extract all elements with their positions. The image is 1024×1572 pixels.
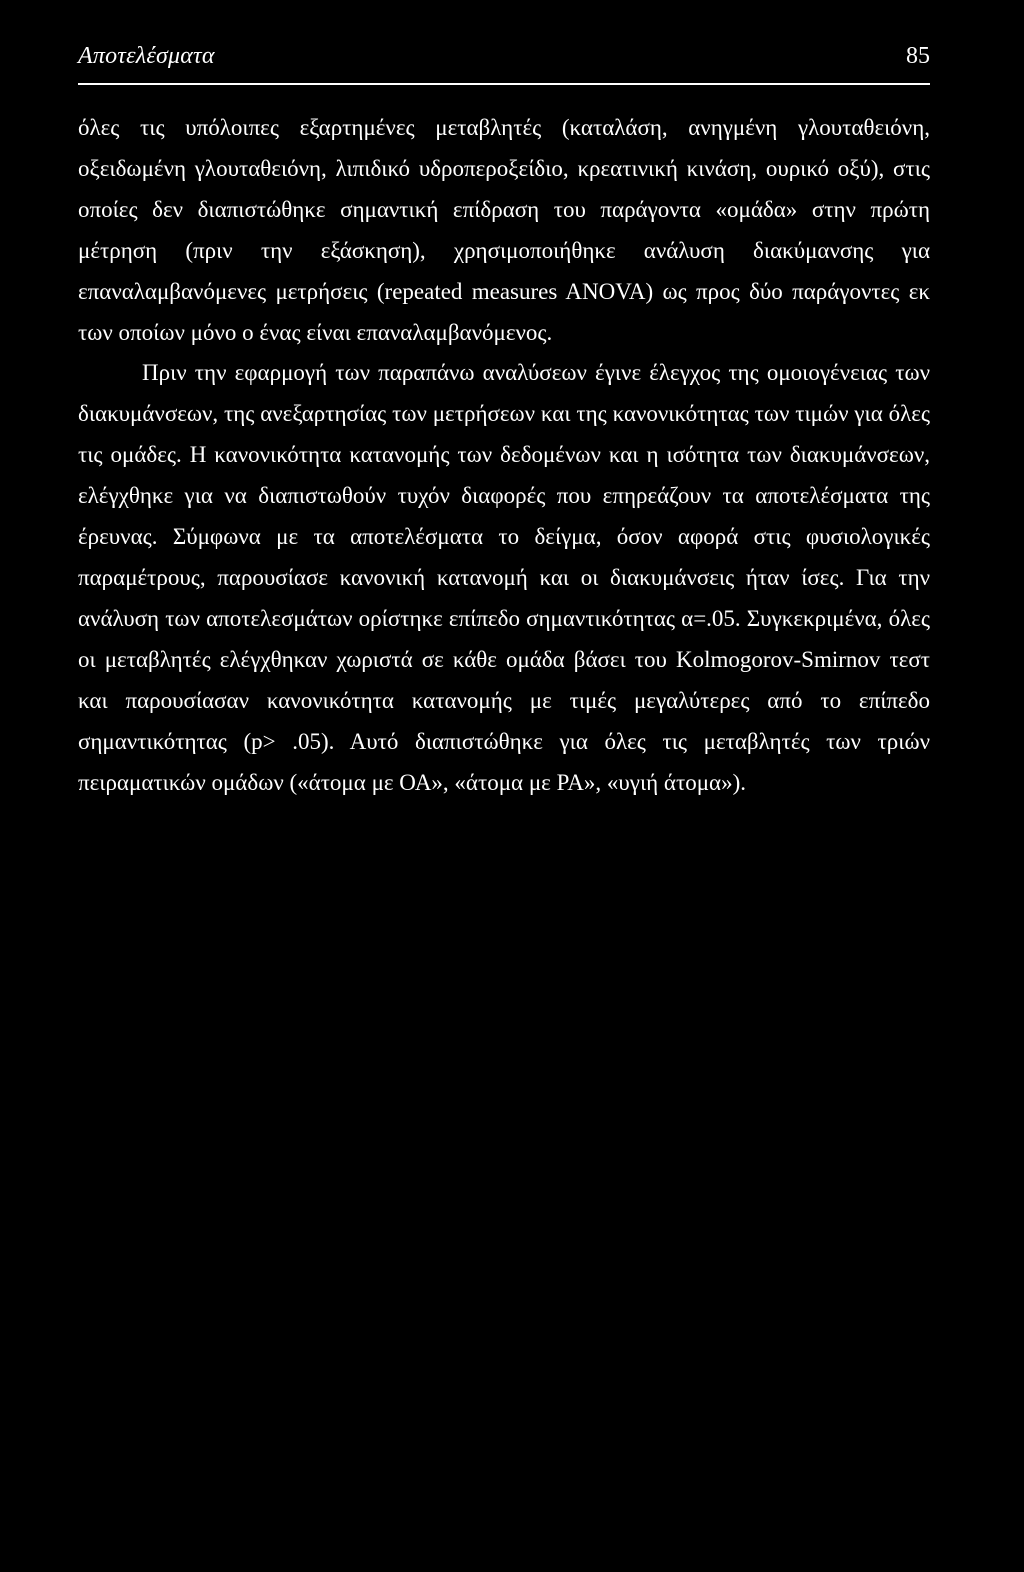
page-number: 85	[906, 43, 930, 69]
page-header	[78, 40, 930, 80]
body-text	[78, 108, 930, 803]
paragraph-continuation: όλες τις υπόλοιπες εξαρτημένες μεταβλητές (καταλάση, ανηγμένη γλουταθειόνη, οξειδωμένη γλουταθειόνη, λιπιδικό υδροπεροξείδιο, κρεατινική κινάση, ουρικό οξύ), στις οποίες δεν διαπιστώθηκε σημαντική επίδραση του παράγοντα «ομάδα» στην πρώτη μέτρηση (πριν την εξάσκηση), χρησιμοποιήθηκε ανάλυση διακύμανσης για επαναλαμβανόμενες μετρήσεις (repeated measures ANOVA) ως προς δύο παράγοντες εκ των οποίων μόνο ο ένας είναι επαναλαμβανόμενος.	[78, 115, 930, 345]
running-title: Αποτελέσματα	[78, 43, 215, 69]
header-divider	[78, 83, 930, 85]
paragraph-normality-checks: Πριν την εφαρμογή των παραπάνω αναλύσεων έγινε έλεγχος της ομοιογένειας των διακυμάνσεων, της ανεξαρτησίας των μετρήσεων και της κανονικότητας των τιμών για όλες τις ομάδες. Η κανονικότητα κατανομής των δεδομένων και η ισότητα των διακυμάνσεων, ελέγχθηκε για να διαπιστωθούν τυχόν διαφορές που επηρεάζουν τα αποτελέσματα της έρευνας. Σύμφωνα με τα αποτελέσματα το δείγμα, όσον αφορά στις φυσιολογικές παραμέτρους, παρουσίασε κανονική κατανομή και οι διακυμάνσεις ήταν ίσες. Για την ανάλυση των αποτελεσμάτων ορίστηκε επίπεδο σημαντικότητας α=.05. Συγκεκριμένα, όλες οι μεταβλητές ελέγχθηκαν χωριστά σε κάθε ομάδα βάσει του Kolmogorov-Smirnov τεστ και παρουσίασαν κανονικότητα κατανομής με τιμές μεγαλύτερες από το επίπεδο σημαντικότητας (p> .05). Αυτό διαπιστώθηκε για όλες τις μεταβλητές των τριών πειραματικών ομάδων («άτομα με ΟΑ», «άτομα με ΡΑ», «υγιή άτομα»).	[78, 360, 930, 795]
